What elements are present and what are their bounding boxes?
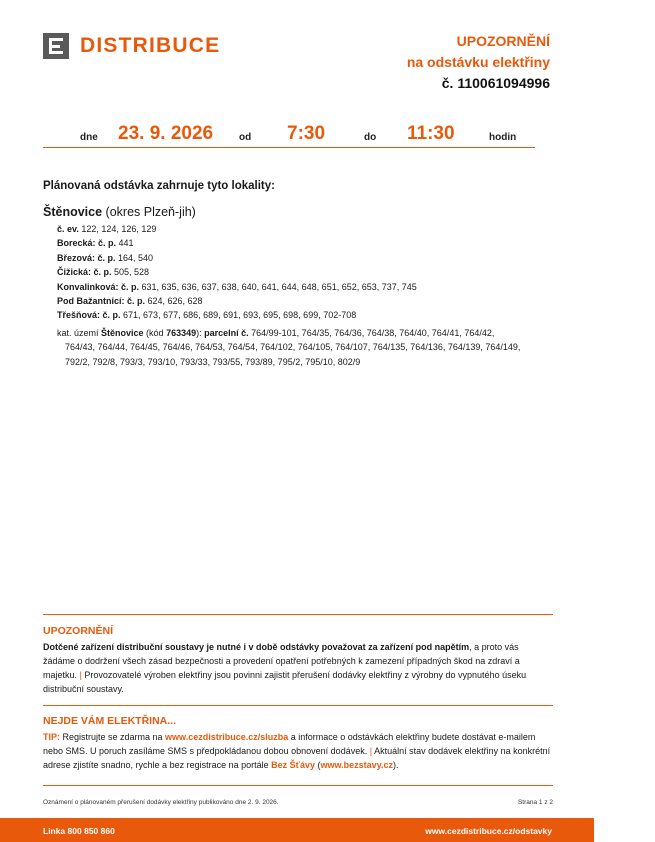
outage-start-time: 7:30: [287, 123, 326, 144]
street-item: [57, 294, 417, 308]
publication-note: Oznámení o plánovaném přerušení dodávky elektřiny publikováno dne 2. 9. 2026.: [43, 799, 279, 806]
tip-text-2: a informace o odstávkách elektřiny budete dostávat e-mailem nebo SMS. U poruch zasíláme SMS s předpokládanou dobou obnovení dodávek.: [43, 732, 536, 756]
warning-title: UPOZORNĚNÍ: [43, 625, 114, 637]
street-list: [57, 222, 417, 323]
cadastral-area: Štěnovice: [101, 328, 144, 338]
parcel-numbers-first: 764/99-101, 764/35, 764/36, 764/38, 764/40, 764/41, 764/42,: [248, 328, 495, 338]
cadastral-code-prefix: (kód: [143, 328, 167, 338]
street-numbers: 164, 540: [115, 252, 154, 263]
district-name: (okres Plzeň-jih): [102, 205, 196, 219]
street-numbers: 624, 626, 628: [145, 296, 203, 307]
town-name: Štěnovice: [43, 205, 103, 219]
street-name: č. ev.: [57, 224, 79, 234]
street-numbers: 505, 528: [111, 267, 150, 278]
parcel-first-line: [57, 326, 547, 340]
street-numbers: 671, 673, 677, 686, 689, 691, 693, 695, 698, 699, 702-708: [120, 310, 357, 321]
town-heading: [43, 205, 196, 219]
notice-subtitle: na odstávku elektřiny: [406, 54, 550, 70]
tip-text-3: Aktuální stav dodávek elektřiny na konkrétní adrese zjistíte snadno, rychle a bez registrace na portále: [43, 746, 551, 770]
street-item: [57, 222, 417, 236]
footer-bar: [0, 818, 594, 842]
page-number: Strana 1 z 2: [517, 799, 553, 806]
street-item: [57, 280, 417, 294]
tip-text-1: Registrujte se zdarma na: [60, 732, 166, 742]
street-name: Konvalinková: č. p.: [57, 281, 140, 292]
warning-text-1: , a proto vás žádáme o dodržení všech zásad bezpečnosti a provedení opatření potřebných k zamezení případných škod na zdraví a majetku.: [43, 642, 520, 680]
street-name: Třešňová: č. p.: [57, 310, 121, 321]
registration-link[interactable]: www.cezdistribuce.cz/sluzba: [165, 732, 289, 742]
warning-text-2: Provozovatelé výroben elektřiny jsou povinni zajistit přerušení dodávky elektřiny z výrobny do vypnutého úseku distribuční soustavy.: [43, 670, 527, 694]
outage-date: 23. 9. 2026: [118, 123, 214, 144]
notice-number: č. 110061094996: [441, 75, 550, 91]
separator: |: [77, 670, 85, 680]
cadastral-code-suffix: ):: [196, 328, 205, 338]
street-item: [57, 236, 417, 250]
street-numbers: 631, 635, 636, 637, 638, 640, 641, 644, 648, 651, 652, 653, 737, 745: [139, 281, 417, 292]
street-item: [57, 308, 417, 322]
tip-title: NEJDE VÁM ELEKTŘINA...: [43, 715, 177, 727]
street-name: Borecká: č. p.: [57, 238, 117, 249]
footer-website-link[interactable]: www.cezdistribuce.cz/odstavky: [425, 826, 552, 836]
cadastral-code: 763349: [166, 328, 197, 338]
separator: |: [367, 746, 375, 756]
parcel-list: [57, 326, 547, 369]
divider: [43, 785, 553, 786]
parcel-prefix: kat. území: [57, 328, 102, 338]
notice-title: UPOZORNĚNÍ: [456, 33, 550, 49]
outage-end-time: 11:30: [407, 123, 455, 144]
parcel-label: parcelní č.: [204, 328, 249, 338]
divider: [43, 705, 553, 706]
divider: [43, 614, 553, 615]
warning-text: [43, 640, 553, 696]
company-logo-icon: [43, 33, 69, 59]
bezstavy-link[interactable]: www.bezstavy.cz: [320, 760, 393, 770]
hotline: Linka 800 850 860: [43, 826, 115, 836]
locations-intro: Plánovaná odstávka zahrnuje tyto lokality:: [43, 180, 275, 192]
hours-label: hodin: [489, 132, 517, 143]
street-name: Pod Bažantnicí: č. p.: [57, 296, 146, 307]
street-item: [57, 265, 417, 279]
street-name: Čižická: č. p.: [57, 267, 112, 278]
street-item: [57, 251, 417, 265]
street-name: Březová: č. p.: [57, 252, 116, 263]
tip-text-4: (: [314, 760, 321, 770]
parcel-numbers-rest: 764/43, 764/44, 764/45, 764/46, 764/53, 764/54, 764/102, 764/105, 764/107, 764/135, 764/136, 764/139, 764/149, 792/2, 792/8, 793/3, 793/10, 793/33, 793/55, 793/89, 795/2, 795/10, 802/9: [65, 342, 521, 367]
portal-name: Bez Šťávy: [271, 760, 315, 770]
tip-label: TIP:: [43, 732, 60, 742]
company-logo-text: DISTRIBUCE: [80, 34, 221, 57]
from-label: od: [239, 132, 252, 143]
outage-time-line: [43, 121, 535, 148]
tip-text: [43, 730, 553, 772]
date-label: dne: [80, 132, 98, 143]
to-label: do: [364, 132, 377, 143]
street-numbers: 122, 124, 126, 129: [78, 224, 157, 234]
warning-bold: Dotčené zařízení distribuční soustavy je nutné i v době odstávky považovat za zařízení pod napětím: [43, 642, 470, 652]
tip-text-5: ).: [393, 760, 399, 770]
street-numbers: 441: [116, 238, 134, 249]
